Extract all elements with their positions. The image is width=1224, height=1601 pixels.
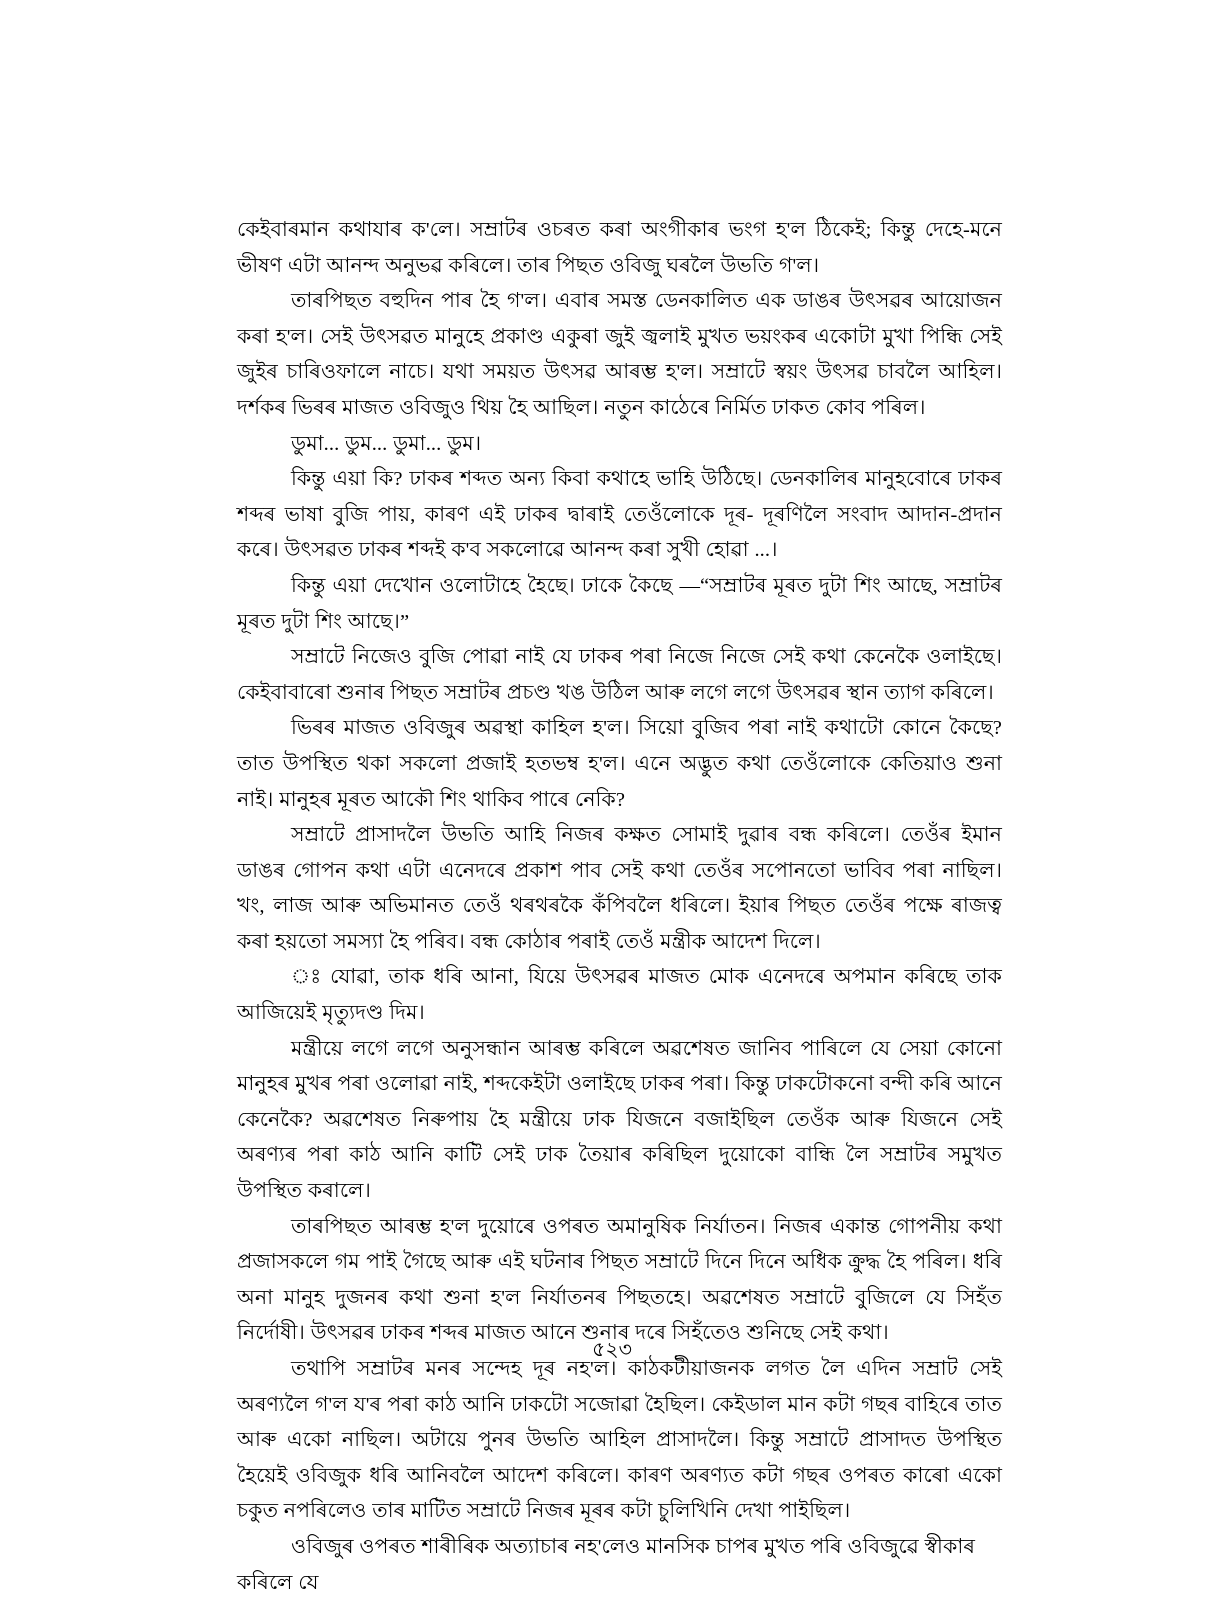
- page-number: ৫২৩: [592, 1339, 632, 1361]
- paragraph: কিন্তু এয়া দেখোন ওলোটাহে হৈছে। ঢাকে কৈছে —“সম্ৰাটৰ মূৰত দুটা শিং আছে, সম্ৰাটৰ মূৰত দুটা শিং আছে।”: [237, 574, 1002, 633]
- paragraph: কিন্তু এয়া কি? ঢাকৰ শব্দত অন্য কিবা কথাহে ভাহি উঠিছে। ডেনকালিৰ মানুহবোৰে ঢাকৰ শব্দৰ ভাষা বুজি পায়, কাৰণ এই ঢাকৰ দ্বাৰাই তেওঁলোকে দূৰ- দূৰণিলৈ সংবাদ আদান-প্ৰদান কৰে। উৎসৱত ঢাকৰ শব্দই ক'ব সকলোৱে আনন্দ কৰা সুখী হোৱা ...।: [237, 468, 1002, 562]
- paragraph: সম্ৰাটে নিজেও বুজি পোৱা নাই যে ঢাকৰ পৰা নিজে নিজে সেই কথা কেনেকৈ ওলাইছে। কেইবাবাৰো শুনাৰ পিছত সম্ৰাটৰ প্ৰচণ্ড খঙ উঠিল আৰু লগে লগে উৎসৱৰ স্থান ত্যাগ কৰিলে।: [237, 646, 1002, 704]
- paragraph: তাৰপিছত বহুদিন পাৰ হৈ গ'ল। এবাৰ সমস্ত ডেনকালিত এক ডাঙৰ উৎসৱৰ আয়োজন কৰা হ'ল। সেই উৎসৱত মানুহে প্ৰকাণ্ড একুৰা জুই জ্বলাই মুখত ভয়ংকৰ একোটা মুখা পিন্ধি সেই জুইৰ চাৰিওফালে নাচে। যথা সময়ত উৎসৱ আৰম্ভ হ'ল। সম্ৰাটে স্বয়ং উৎসৱ চাবলৈ আহিল। দৰ্শকৰ ভিৰৰ মাজত ওবিজুও থিয় হৈ আছিল। নতুন কাঠেৰে নিৰ্মিত ঢাকত কোব পৰিল।: [237, 290, 1002, 419]
- paragraph: তথাপি সম্ৰাটৰ মনৰ সন্দেহ দূৰ নহ'ল। কাঠকটীয়াজনক লগত লৈ এদিন সম্ৰাট সেই অৰণ্যলৈ গ'ল য'ৰ পৰা কাঠ আনি ঢাকটো সজোৱা হৈছিল। কেইডাল মান কটা গছৰ বাহিৰে তাত আৰু একো নাছিল। অটায়ে পুনৰ উভতি আহিল প্ৰাসাদলৈ। কিন্তু সম্ৰাটে প্ৰাসাদত উপস্থিত হৈয়েই ওবিজুক ধৰি আনিবলৈ আদেশ কৰিলে। কাৰণ অৰণ্যত কটা গছৰ ওপৰত কাৰো একো চকুত নপৰিলেও তাৰ মাটিত সম্ৰাটে নিজৰ মূৰৰ কটা চুলিখিনি দেখা পাইছিল।: [237, 1358, 1002, 1523]
- paragraph: ওবিজুৰ ওপৰত শাৰীৰিক অত্যাচাৰ নহ'লেও মানসিক চাপৰ মুখত পৰি ওবিজুৱে স্বীকাৰ কৰিলে যে: [237, 1535, 976, 1594]
- paragraph: ভিৰৰ মাজত ওবিজুৰ অৱস্থা কাহিল হ'ল। সিয়ো বুজিব পৰা নাই কথাটো কোনে কৈছে? তাত উপস্থিত থকা সকলো প্ৰজাই হতভম্ব হ'ল। এনে অদ্ভুত কথা তেওঁলোকে কেতিয়াও শুনা নাই। মানুহৰ মূৰত আকৌ শিং থাকিব পাৰে নেকি?: [237, 717, 1002, 811]
- paragraph: সম্ৰাটে প্ৰাসাদলৈ উভতি আহি নিজৰ কক্ষত সোমাই দুৱাৰ বন্ধ কৰিলে। তেওঁৰ ইমান ডাঙৰ গোপন কথা এটা এনেদৰে প্ৰকাশ পাব সেই কথা তেওঁৰ সপোনতো ভাবিব পৰা নাছিল। খং, লাজ আৰু অভিমানত তেওঁ থৰথৰকৈ কঁপিবলৈ ধৰিলে। ইয়াৰ পিছত তেওঁৰ পক্ষে ৰাজত্ব কৰা হয়তো সমস্যা হৈ পৰিব। বন্ধ কোঠাৰ পৰাই তেওঁ মন্ত্ৰীক আদেশ দিলে।: [237, 824, 1002, 953]
- paragraph: কেইবাৰমান কথাযাৰ ক'লে। সম্ৰাটৰ ওচৰত কৰা অংগীকাৰ ভংগ হ'ল ঠিকেই; কিন্তু দেহে-মনে ভীষণ এটা আনন্দ অনুভৱ কৰিলে। তাৰ পিছত ওবিজু ঘৰলৈ উভতি গ'ল।: [237, 219, 1002, 277]
- paragraph: ঃ যোৱা, তাক ধৰি আনা, যিয়ে উৎসৱৰ মাজত মোক এনেদৰে অপমান কৰিছে তাক আজিয়েই মৃত্যুদণ্ড দিম।: [237, 966, 1002, 1025]
- paragraph: মন্ত্ৰীয়ে লগে লগে অনুসন্ধান আৰম্ভ কৰিলে অৱশেষত জানিব পাৰিলে যে সেয়া কোনো মানুহৰ মুখৰ পৰা ওলোৱা নাই, শব্দকেইটা ওলাইছে ঢাকৰ পৰা। কিন্তু ঢাকটোকনো বন্দী কৰি আনে কেনেকৈ? অৱশেষত নিৰুপায় হৈ মন্ত্ৰীয়ে ঢাক যিজনে বজাইছিল তেওঁক আৰু যিজনে সেই অৰণ্যৰ পৰা কাঠ আনি কাটি সেই ঢাক তৈয়াৰ কৰিছিল দুয়োকো বান্ধি লৈ সম্ৰাটৰ সমুখত উপস্থিত কৰালে।: [237, 1037, 1002, 1203]
- paragraph: তাৰপিছত আৰম্ভ হ'ল দুয়োৰে ওপৰত অমানুষিক নিৰ্যাতন। নিজৰ একান্ত গোপনীয় কথা প্ৰজাসকলে গম পাই গৈছে আৰু এই ঘটনাৰ পিছত সম্ৰাটে দিনে দিনে অধিক ক্ৰুদ্ধ হৈ পৰিল। ধৰি অনা মানুহ দুজনৰ কথা শুনা হ'ল নিৰ্যাতনৰ পিছতহে। অৱশেষত সম্ৰাটে বুজিলে যে সিহঁত নিৰ্দোষী। উৎসৱৰ ঢাকৰ শব্দৰ মাজত আনে শুনাৰ দৰে সিহঁতেও শুনিছে সেই কথা।: [237, 1215, 1002, 1345]
- page-body-text: [237, 213, 1002, 1601]
- paragraph: ডুমা... ডুম... ডুমা... ডুম।: [291, 432, 482, 455]
